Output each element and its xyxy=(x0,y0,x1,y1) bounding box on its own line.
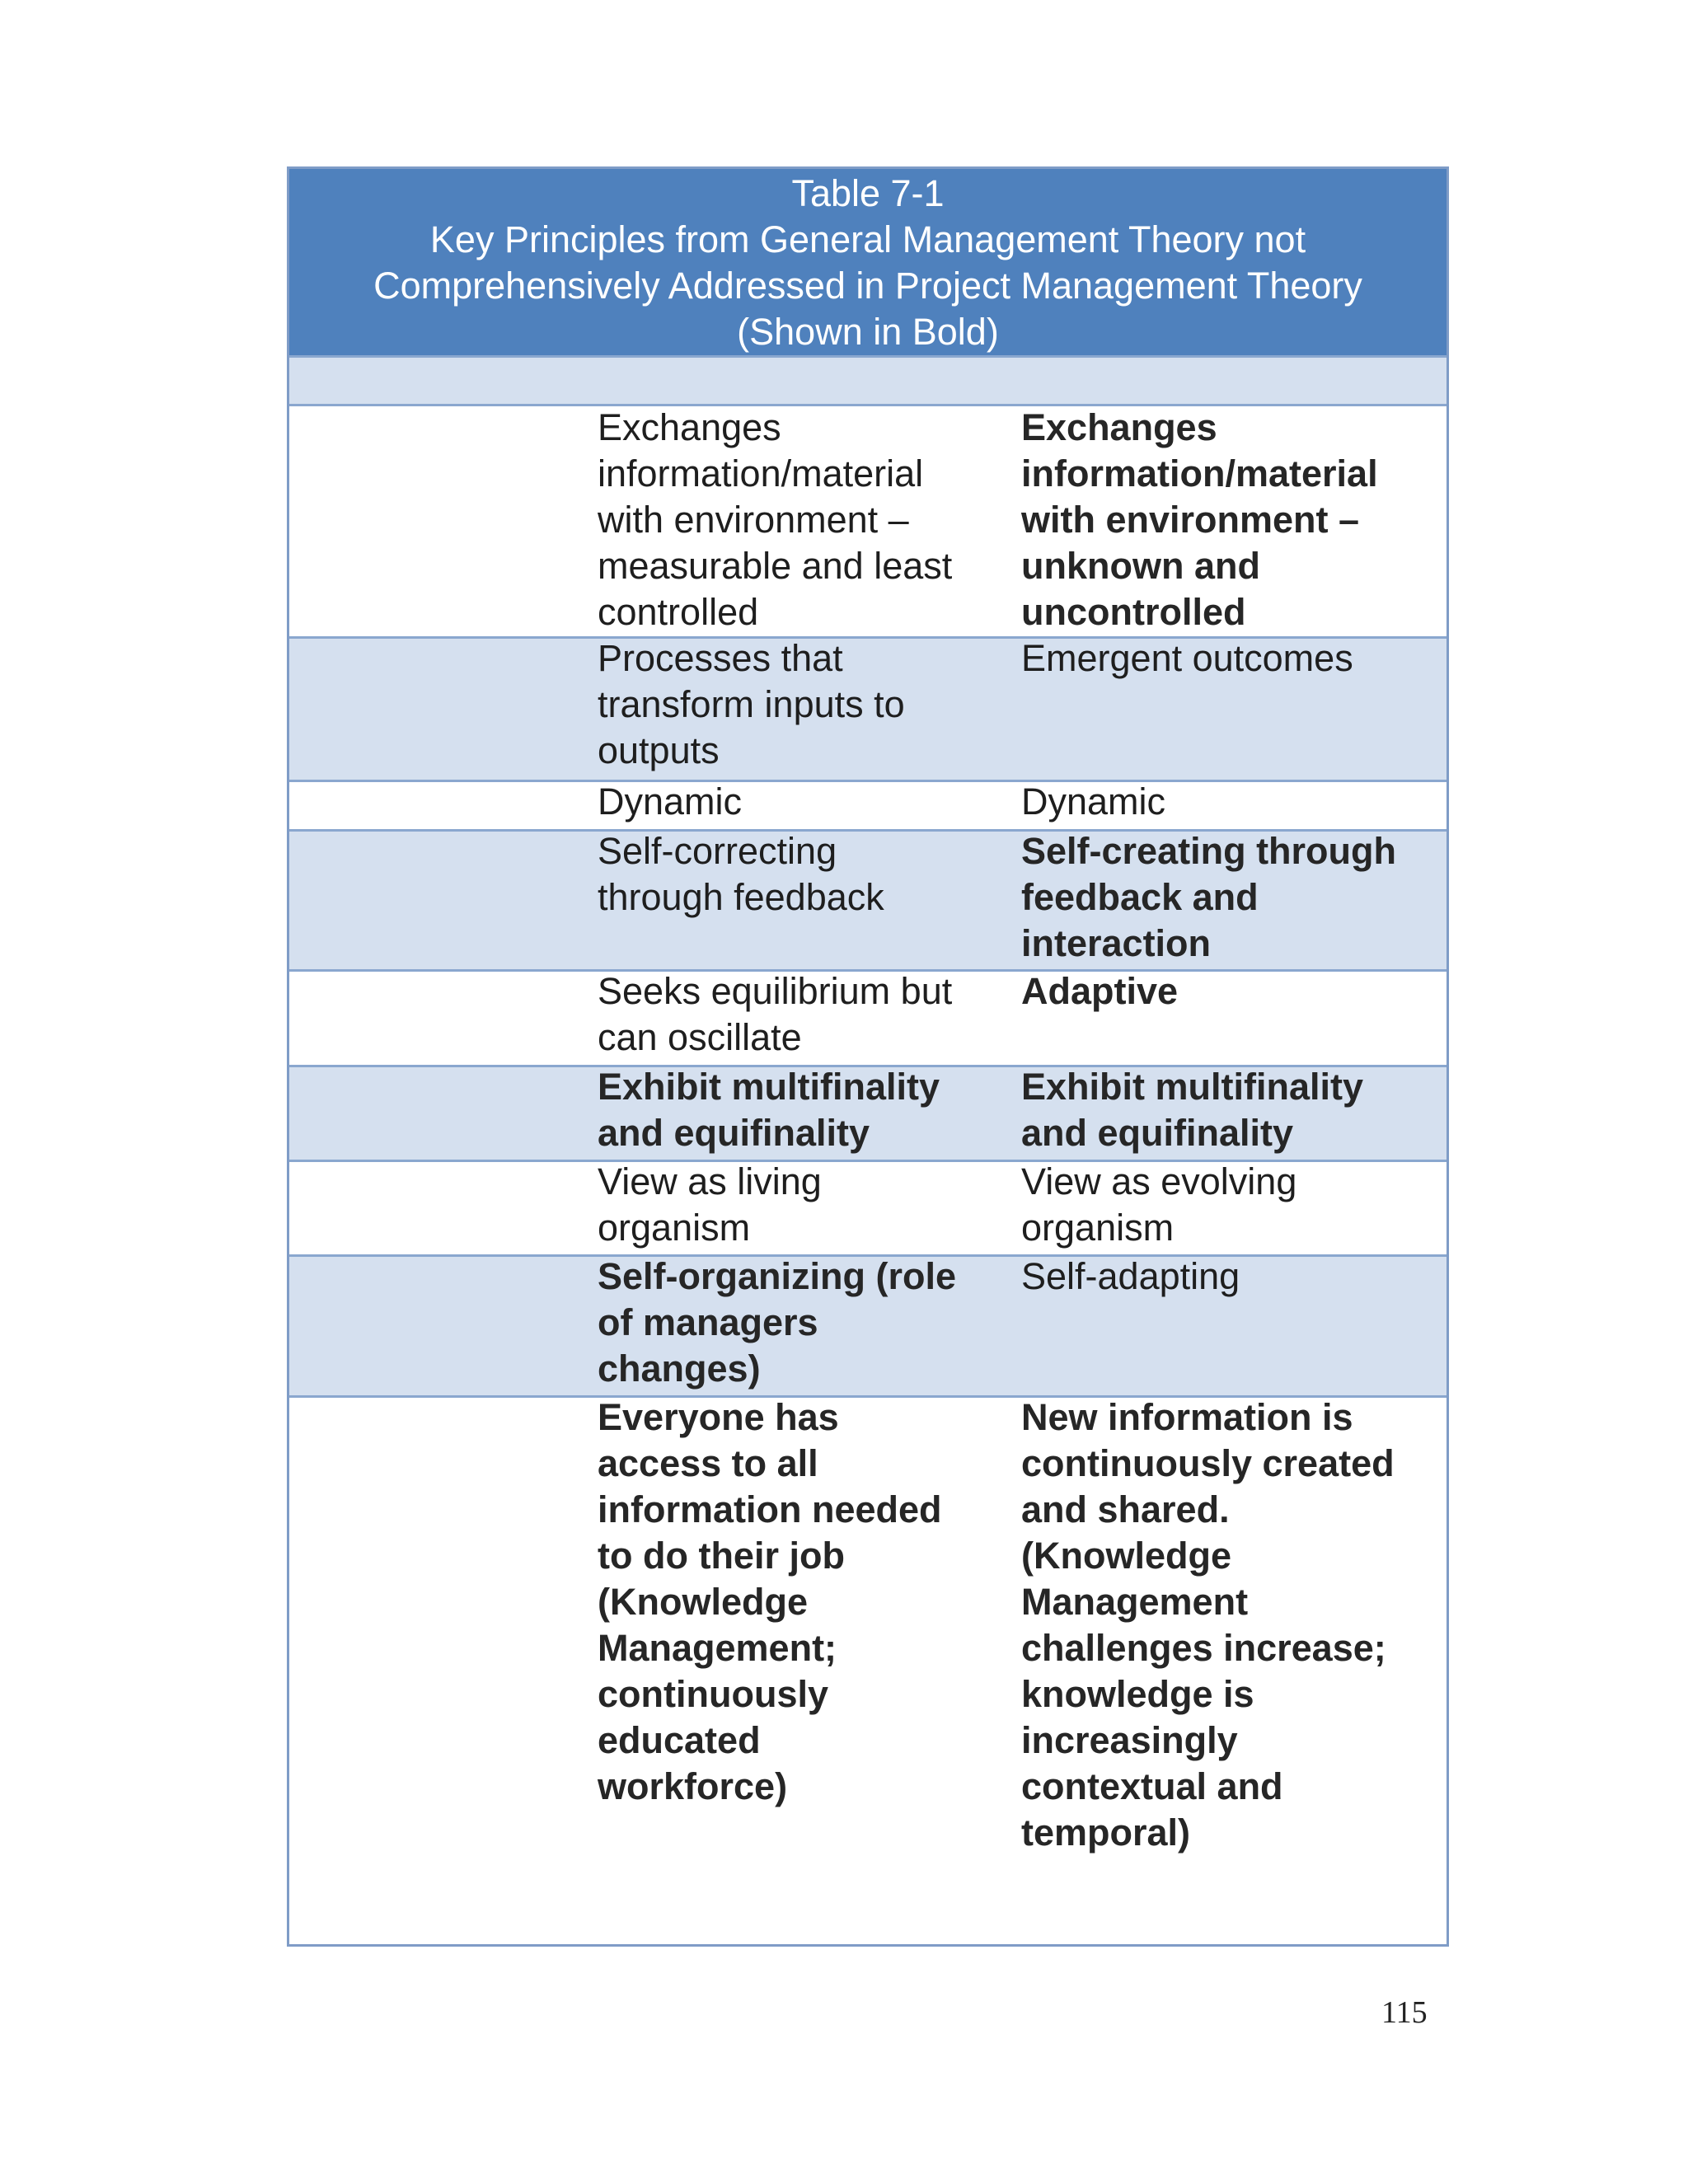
row-6-col-2: Exhibit multifinality and equifinality xyxy=(1021,1066,1364,1154)
row-3-col-1: Dynamic xyxy=(598,780,743,823)
table-title-line-3: (Shown in Bold) xyxy=(737,311,999,353)
table-title-line-2: Comprehensively Addressed in Project Management Theory xyxy=(373,265,1362,307)
row-5-col-2: Adaptive xyxy=(1021,970,1179,1012)
table-caption xyxy=(289,169,1447,355)
row-4-col-1: Self-correcting through feedback xyxy=(598,830,884,918)
table-number: Table 7-1 xyxy=(791,172,945,214)
row-2-col-1: Processes that transform inputs to outputs xyxy=(598,637,905,771)
row-3-col-2: Dynamic xyxy=(1021,780,1166,823)
empty-header-row xyxy=(289,355,1447,406)
row-9-col-1: Everyone has access to all information needed to do their job (Knowledge Management; continuously educated workforce) xyxy=(598,1396,942,1807)
principles-table xyxy=(287,166,1449,1947)
row-8-col-2: Self-adapting xyxy=(1021,1255,1240,1297)
page-number: 115 xyxy=(1381,1995,1428,2030)
row-2-col-2: Emergent outcomes xyxy=(1021,637,1353,679)
row-8-col-1: Self-organizing (role of managers changes) xyxy=(598,1255,957,1390)
row-1-col-1: Exchanges information/material with environment – measurable and least controlled xyxy=(598,406,953,633)
row-5-col-1: Seeks equilibrium but can oscillate xyxy=(598,970,953,1058)
row-7-col-2: View as evolving organism xyxy=(1021,1160,1297,1249)
row-1-col-2: Exchanges information/material with environment – unknown and uncontrolled xyxy=(1021,406,1378,633)
row-4-col-2: Self-creating through feedback and interaction xyxy=(1021,830,1397,964)
row-9-col-2: New information is continuously created and shared. (Knowledge Management challenges increase; knowledge is increasingly contextual and temporal) xyxy=(1021,1396,1395,1854)
row-6-col-1: Exhibit multifinality and equifinality xyxy=(598,1066,940,1154)
table-title-line-1: Key Principles from General Management Theory not xyxy=(429,218,1306,260)
row-7-col-1: View as living organism xyxy=(598,1160,822,1249)
